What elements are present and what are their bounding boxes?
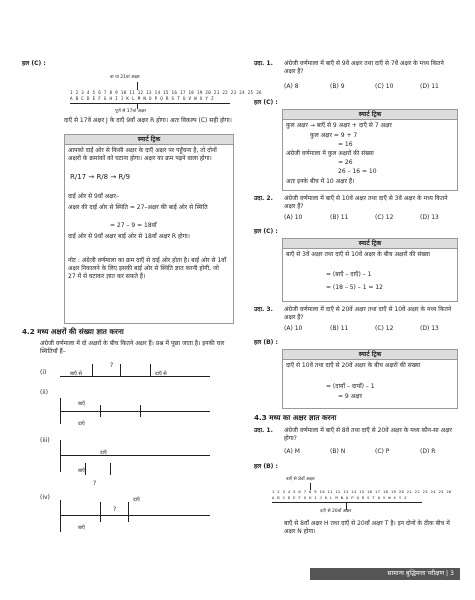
case-line — [60, 455, 210, 456]
trick-line: = (18 – 5) – 1 = 12 — [326, 284, 383, 291]
example-question: अंग्रेजी वर्णमाला में बाएँ से 9वें अक्षर तथा दाएँ से 7वें अक्षर के मध्य कितने अक्षर हैं? — [284, 60, 444, 75]
arrow-up — [92, 364, 93, 376]
arrow-up — [128, 502, 129, 522]
arrow-up — [110, 463, 111, 475]
trick-paragraph: अक्षर की दाईं ओर से स्थिति = 27–अक्षर की बाईं ओर से स्थिति — [68, 204, 208, 211]
option-c: (C) 12 — [375, 325, 394, 332]
trick-line: बाएँ से 3वें अक्षर तथा दाएँ से 10वें अक्षर के बीच अक्षरों की संख्या — [286, 251, 430, 258]
paragraph: अंग्रेजी वर्णमाला में दो अक्षरों के बीच कितने अक्षर हैं। प्रश्न में पूछा जाता है। इनकी चार स्थितियाँ हैं– — [40, 340, 225, 355]
trick-line: = 9 अक्षर — [338, 393, 362, 400]
case-label: (iii) — [40, 437, 50, 444]
diagram-top-label: बाएँ से 8वाँ अक्षर — [286, 477, 315, 482]
option-d: (D) R — [420, 448, 436, 455]
bracket-line — [60, 440, 61, 472]
alphabet-number-row: 1 2 3 4 5 6 7 8 9 10 11 12 13 14 15 16 17 18 19 20 21 22 23 24 25 26 — [272, 489, 452, 494]
alphabet-letter-row: A B C D E F G H I J K L M N O P Q R S T U V W X Y Z — [272, 495, 407, 500]
case-label: (ii) — [40, 389, 49, 396]
trick-line: = 26 — [338, 159, 353, 166]
example-label: उदा. 1. — [254, 60, 273, 67]
example-label: उदा. 3. — [254, 306, 273, 313]
right-label: दाएँ — [78, 421, 85, 427]
solution-label: हल (C) : — [254, 99, 278, 106]
alphabet-letter-row: A B C D E F G H I J K L M N O P Q R S T U V W X Y Z — [70, 96, 214, 101]
trick-line: अतः इनके बीच में 10 अक्षर हैं। — [286, 178, 355, 185]
option-a: (A) 10 — [284, 214, 303, 221]
solution-label: हल (C) : — [254, 228, 278, 235]
diagram-top-label: वां या 21वां अक्षर — [110, 75, 140, 80]
option-b: (B) N — [330, 448, 346, 455]
case-line — [60, 376, 210, 377]
left-label: बाएँ — [78, 468, 85, 474]
trick-line: 26 – 16 = 10 — [338, 168, 377, 175]
pointer-line — [137, 82, 138, 90]
option-d: (D) 11 — [420, 83, 439, 90]
smart-trick-heading: स्मार्ट ट्रिक — [283, 110, 457, 120]
diagram-line — [70, 103, 230, 104]
solution-label: हल (B) : — [254, 463, 278, 470]
trick-line: कुल अक्षर → बाएँ से 9 अक्षर + दाएँ से 7 अक्षर — [286, 122, 392, 129]
trick-note: नोट : अंग्रेजी वर्णमाला का क्रम दाएँ से दाईं ओर होता है। बाईं ओर से 1वाँ अक्षर निकालने के लिए इसकी बाईं ओर से स्थिति ज्ञात करनी होगी, जो 27 में से घटाकर ज्ञात कर सकते हैं। — [68, 257, 227, 280]
diagram-line — [272, 502, 422, 503]
unknown-mark: ? — [93, 480, 97, 487]
option-b: (B) 11 — [330, 214, 349, 221]
section-heading-4-3: 4.3 मध्य का अक्षर ज्ञात करना — [254, 413, 337, 422]
case-label: (iv) — [40, 494, 50, 501]
arrow-up — [150, 364, 151, 376]
trick-formula: R/17 → R/8 → R/9 — [70, 173, 131, 181]
option-b: (B) 11 — [330, 325, 349, 332]
paragraph: बाएँ से 8वाँ अक्षर H तथा दाएँ से 20वाँ अक्षर T है। इन दोनों के ठीक बीच में अक्षर N होगा। — [284, 520, 450, 535]
bracket-line — [60, 398, 61, 424]
alphabet-number-row: 1 2 3 4 5 6 7 8 9 10 11 12 13 14 15 16 17 18 19 20 21 22 23 24 25 26 — [70, 90, 262, 95]
trick-line: = 16 — [338, 141, 353, 148]
smart-trick-heading: स्मार्ट ट्रिक — [65, 135, 233, 145]
option-d: (D) 13 — [420, 325, 439, 332]
right-label: दाएँ — [133, 497, 140, 503]
example-question: अंग्रेजी वर्णमाला में दाएँ से 20वें अक्षर तथा दाएँ से 10वें अक्षर के मध्य कितने अक्षर हैं? — [284, 306, 452, 321]
unknown-mark: ? — [113, 506, 117, 513]
case-line — [60, 411, 210, 412]
trick-line: दाएँ से 10वें तथा दाएँ से 20वें अक्षर के बीच अक्षरों की संख्या — [286, 362, 421, 369]
arrow-up — [140, 405, 141, 417]
trick-paragraph: आपको दाईं ओर से किसी अक्षर के दाएँ अक्षर पर पहुँचना है, तो दोनों अक्षरों के क्रमांकों को घटाना होगा। अक्षर का क्रम पढ़ने वाला होगा। — [68, 147, 217, 162]
case-line — [60, 515, 210, 516]
left-label: बाएँ — [78, 525, 85, 531]
trick-paragraph: दाईं ओर से 9वाँ अक्षर– — [68, 193, 120, 200]
smart-trick-heading: स्मार्ट ट्रिक — [283, 239, 457, 249]
option-b: (B) 9 — [330, 83, 345, 90]
right-label: दाएँ — [100, 450, 107, 456]
example-question: अंग्रेजी वर्णमाला में बाएँ से 10वें अक्षर तथा दाएँ से 3वें अक्षर के मध्य कितने अक्षर हैं? — [284, 195, 448, 210]
page-footer: सामान्य बुद्धिमत्ता परीक्षण | 3 — [310, 568, 460, 580]
unknown-mark: ? — [110, 362, 114, 369]
option-c: (C) P — [375, 448, 390, 455]
section-heading-4-2: 4.2 मध्य अक्षरों की संख्या ज्ञात करना — [22, 327, 124, 336]
trick-calculation: = 27 – 9 = 18वाँ — [110, 222, 157, 229]
right-label: दाएँ से — [155, 371, 167, 377]
left-label: बाएँ — [78, 401, 85, 407]
diagram-bottom-label: पूर्ण से 17वां अक्षर — [115, 109, 147, 114]
solution-label: हल (B) : — [254, 339, 278, 346]
arrow-up — [85, 463, 86, 475]
case-label: (i) — [40, 369, 47, 376]
arrow-up — [100, 405, 101, 417]
left-label: बाएँ से — [70, 371, 82, 377]
paragraph: दाएँ से 17वें अक्षर J के दाएँ 9वाँ अक्षर R होगा। अतः विकल्प (C) सही होगा। — [64, 117, 232, 124]
trick-line: = (दायाँ – दायाँ) – 1 — [326, 383, 375, 390]
option-c: (C) 10 — [375, 83, 394, 90]
option-a: (A) 10 — [284, 325, 303, 332]
option-a: (A) M — [284, 448, 300, 455]
smart-trick-heading: स्मार्ट ट्रिक — [283, 350, 457, 360]
arrow-up — [120, 364, 121, 376]
trick-line: = (बाएँ – दाएँ) – 1 — [326, 271, 372, 278]
trick-line: अंग्रेजी वर्णमाला में कुल अक्षरों की संख्या — [286, 150, 374, 157]
solution-label: हल (C) : — [22, 60, 46, 67]
smart-trick-box — [282, 349, 458, 409]
example-label: उदा. 2. — [254, 195, 273, 202]
option-c: (C) 12 — [375, 214, 394, 221]
diagram-bottom-label: दाएँ से 20वाँ अक्षर — [320, 509, 352, 514]
bracket-line — [60, 500, 61, 532]
option-d: (D) 13 — [420, 214, 439, 221]
option-a: (A) 8 — [284, 83, 299, 90]
example-question: अंग्रेजी वर्णमाला में बाएँ से 8वें तथा दाएँ से 20वें अक्षर के मध्य कौन-सा अक्षर होगा? — [284, 427, 452, 442]
trick-line: कुल अक्षर = 9 + 7 — [310, 132, 358, 139]
example-label: उदा. 1. — [254, 427, 273, 434]
smart-trick-box — [282, 238, 458, 302]
arrow-up — [100, 502, 101, 522]
trick-paragraph: दाईं ओर से 9वाँ अक्षर बाईं ओर से 18वाँ अक्षर R होगा। — [68, 233, 190, 240]
